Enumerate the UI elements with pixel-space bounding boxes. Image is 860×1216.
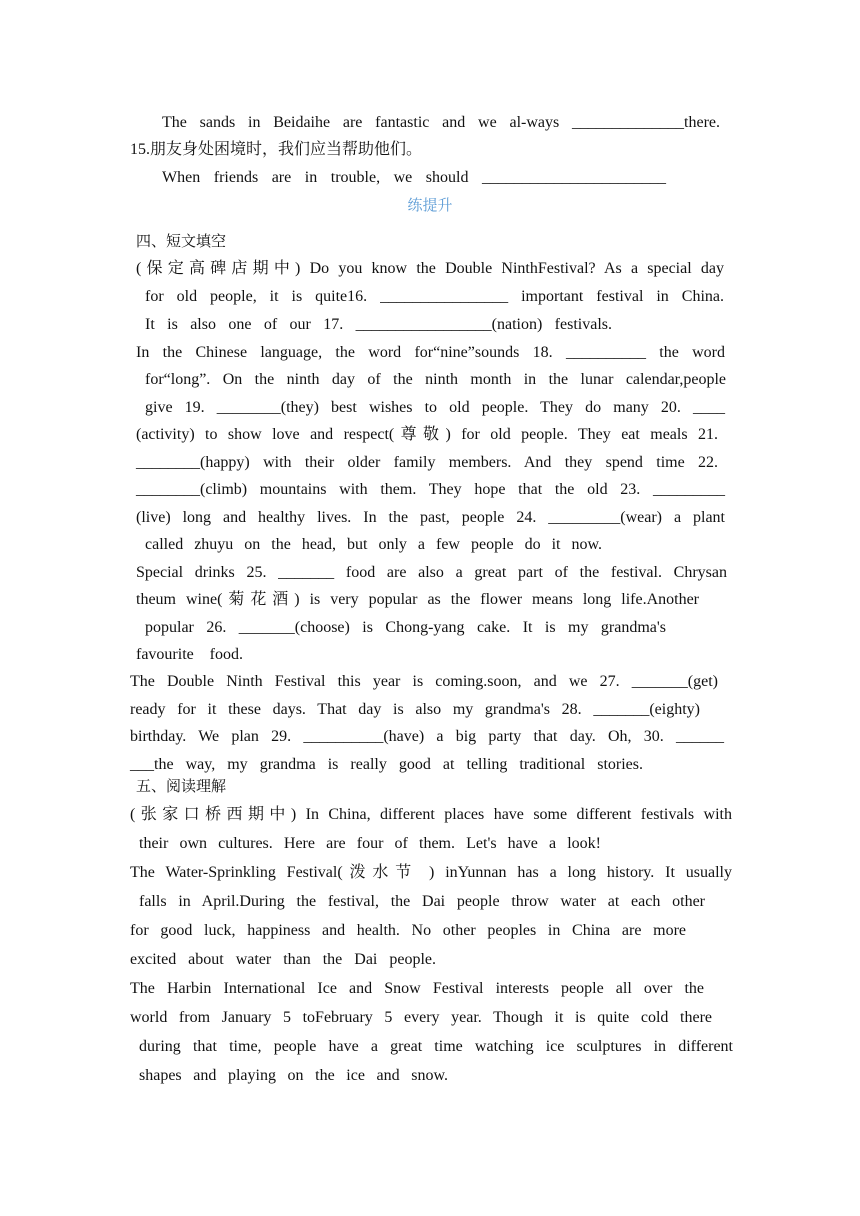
part4-line: theum wine(菊花酒) is very popular as the flower means long life.Another (136, 591, 699, 608)
part4-line: (live) long and healthy lives. In the past, people 24. _________(wear) a plant (136, 509, 725, 526)
part4-line: (保定高碑店期中) Do you know the Double NinthFestival? As a special day (136, 260, 724, 277)
part4-line: The Double Ninth Festival this year is coming.soon, and we 27. _______(get) (130, 673, 718, 690)
part4-line: Special drinks 25. _______ food are also a great part of the festival. Chrysan (136, 564, 727, 581)
part5-line: shapes and playing on the ice and snow. (139, 1067, 448, 1084)
section-title: 练提升 (407, 196, 453, 214)
part4-line: favourite food. (136, 646, 243, 663)
part4-line: for old people, it is quite16. ________________ important festival in China. (145, 288, 724, 305)
part5-line: world from January 5 toFebruary 5 every year. Though it is quite cold there (130, 1009, 712, 1026)
part5-line: during that time, people have a great time watching ice sculptures in different (139, 1038, 733, 1055)
q15-english-line: When friends are in trouble, we should _______________________ (162, 169, 666, 186)
part4-line: for“long”. On the ninth day of the ninth month in the lunar calendar,people (145, 371, 726, 388)
part4-line: give 19. ________(they) best wishes to old people. They do many 20. ____ (145, 399, 725, 416)
part4-line: ________(climb) mountains with them. They hope that the old 23. _________ (136, 481, 725, 498)
part4-line: ready for it these days. That day is also my grandma's 28. _______(eighty) (130, 701, 700, 718)
part5-line: The Harbin International Ice and Snow Festival interests people all over the (130, 980, 704, 997)
part4-line: ___the way, my grandma is really good at telling traditional stories. (130, 756, 643, 773)
part5-heading: 五、阅读理解 (136, 777, 227, 795)
part5-line: falls in April.During the festival, the Dai people throw water at each other (139, 893, 705, 910)
part5-line: The Water-Sprinkling Festival(泼水节 ) inYunnan has a long history. It usually (130, 864, 732, 881)
part4-line: ________(happy) with their older family members. And they spend time 22. (136, 454, 718, 471)
part5-line: for good luck, happiness and health. No other peoples in China are more (130, 922, 686, 939)
part4-line: popular 26. _______(choose) is Chong-yang cake. It is my grandma's (145, 619, 666, 636)
part4-line: called zhuyu on the head, but only a few people do it now. (145, 536, 602, 553)
part5-line: (张家口桥西期中) In China, different places have some different festivals with (130, 806, 732, 823)
q14-english-line: The sands in Beidaihe are fantastic and we al-ways ______________there. (162, 114, 720, 131)
part4-heading: 四、短文填空 (136, 232, 227, 250)
part4-line: It is also one of our 17. _________________(nation) festivals. (145, 316, 612, 333)
q15-chinese-prompt: 15.朋友身处困境时，我们应当帮助他们。 (130, 141, 423, 158)
part4-line: In the Chinese language, the word for“nine”sounds 18. __________ the word (136, 344, 725, 361)
part5-line: their own cultures. Here are four of them. Let's have a look! (139, 835, 601, 852)
part5-line: excited about water than the Dai people. (130, 951, 436, 968)
part4-line: (activity) to show love and respect(尊敬) for old people. They eat meals 21. (136, 426, 718, 443)
part4-line: birthday. We plan 29. __________(have) a big party that day. Oh, 30. ______ (130, 728, 724, 745)
